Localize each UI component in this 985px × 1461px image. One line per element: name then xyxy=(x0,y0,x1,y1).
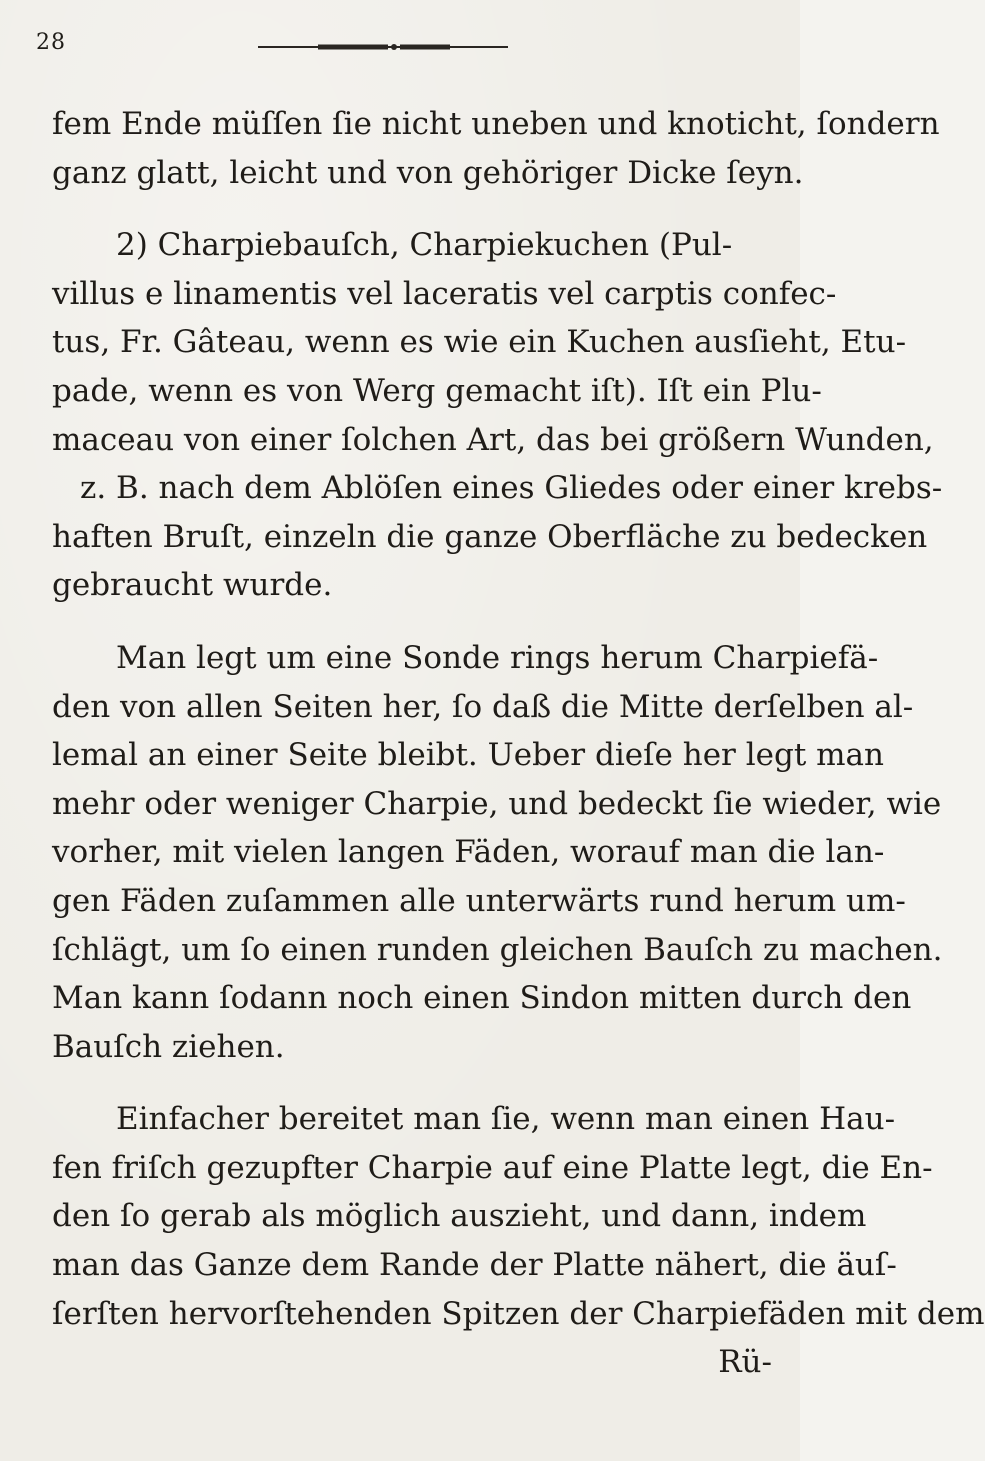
text-line: gebraucht wurde. xyxy=(52,567,333,604)
text-line: pade, wenn es von Werg gemacht iſt). Iſt ein Plu- xyxy=(52,372,822,409)
text-line: 2) Charpiebauſch, Charpiekuchen (Pul- xyxy=(116,227,733,264)
text-line: man das Ganze dem Rande der Platte nähert, die äuſ- xyxy=(52,1247,897,1284)
text-line: ſchlägt, um ſo einen runden gleichen Bauſch zu machen. xyxy=(52,931,943,968)
text-line: maceau von einer ſolchen Art, das bei größern Wunden, xyxy=(52,421,934,458)
header-ornament-rule xyxy=(258,44,508,50)
text-line: gen Fäden zuſammen alle unterwärts rund herum um- xyxy=(52,882,906,919)
text-line: haften Bruſt, einzeln die ganze Oberfläche zu bedecken xyxy=(52,518,928,555)
text-line: villus e linamentis vel laceratis vel carptis confec- xyxy=(52,275,837,312)
text-line: Einfacher bereitet man ſie, wenn man einen Hau- xyxy=(116,1101,896,1138)
text-line: Bauſch ziehen. xyxy=(52,1028,285,1065)
text-line: mehr oder weniger Charpie, und bedeckt ſie wieder, wie xyxy=(52,785,942,822)
text-line: Man legt um eine Sonde rings herum Charpiefä- xyxy=(116,639,879,676)
ornament-rule-icon xyxy=(258,44,508,50)
text-line: Man kann ſodann noch einen Sindon mitten durch den xyxy=(52,980,912,1017)
text-line: den ſo gerab als möglich auszieht, und dann, indem xyxy=(52,1198,867,1235)
text-line: tus, Fr. Gâteau, wenn es wie ein Kuchen ausſieht, Etu- xyxy=(52,324,907,361)
text-line: ſerſten hervorſtehenden Spitzen der Charpiefäden mit dem xyxy=(52,1295,985,1332)
text-line: fem Ende müſſen ſie nicht uneben und knoticht, ſondern xyxy=(52,106,940,142)
text-line: z. B. nach dem Ablöſen eines Gliedes oder einer krebs- xyxy=(80,470,943,507)
text-line: fen friſch gezupfter Charpie auf eine Platte legt, die En- xyxy=(52,1149,933,1186)
text-line: den von allen Seiten her, ſo daß die Mitte derſelben al- xyxy=(52,688,914,725)
body-text xyxy=(52,100,985,1387)
catchword: Rü- xyxy=(718,1344,772,1381)
page-number: 28 xyxy=(36,30,66,55)
text-line: lemal an einer Seite bleibt. Ueber dieſe her legt man xyxy=(52,737,884,774)
text-line: vorher, mit vielen langen Fäden, worauf man die lan- xyxy=(52,834,885,871)
text-line: ganz glatt, leicht und von gehöriger Dicke ſeyn. xyxy=(52,154,804,191)
